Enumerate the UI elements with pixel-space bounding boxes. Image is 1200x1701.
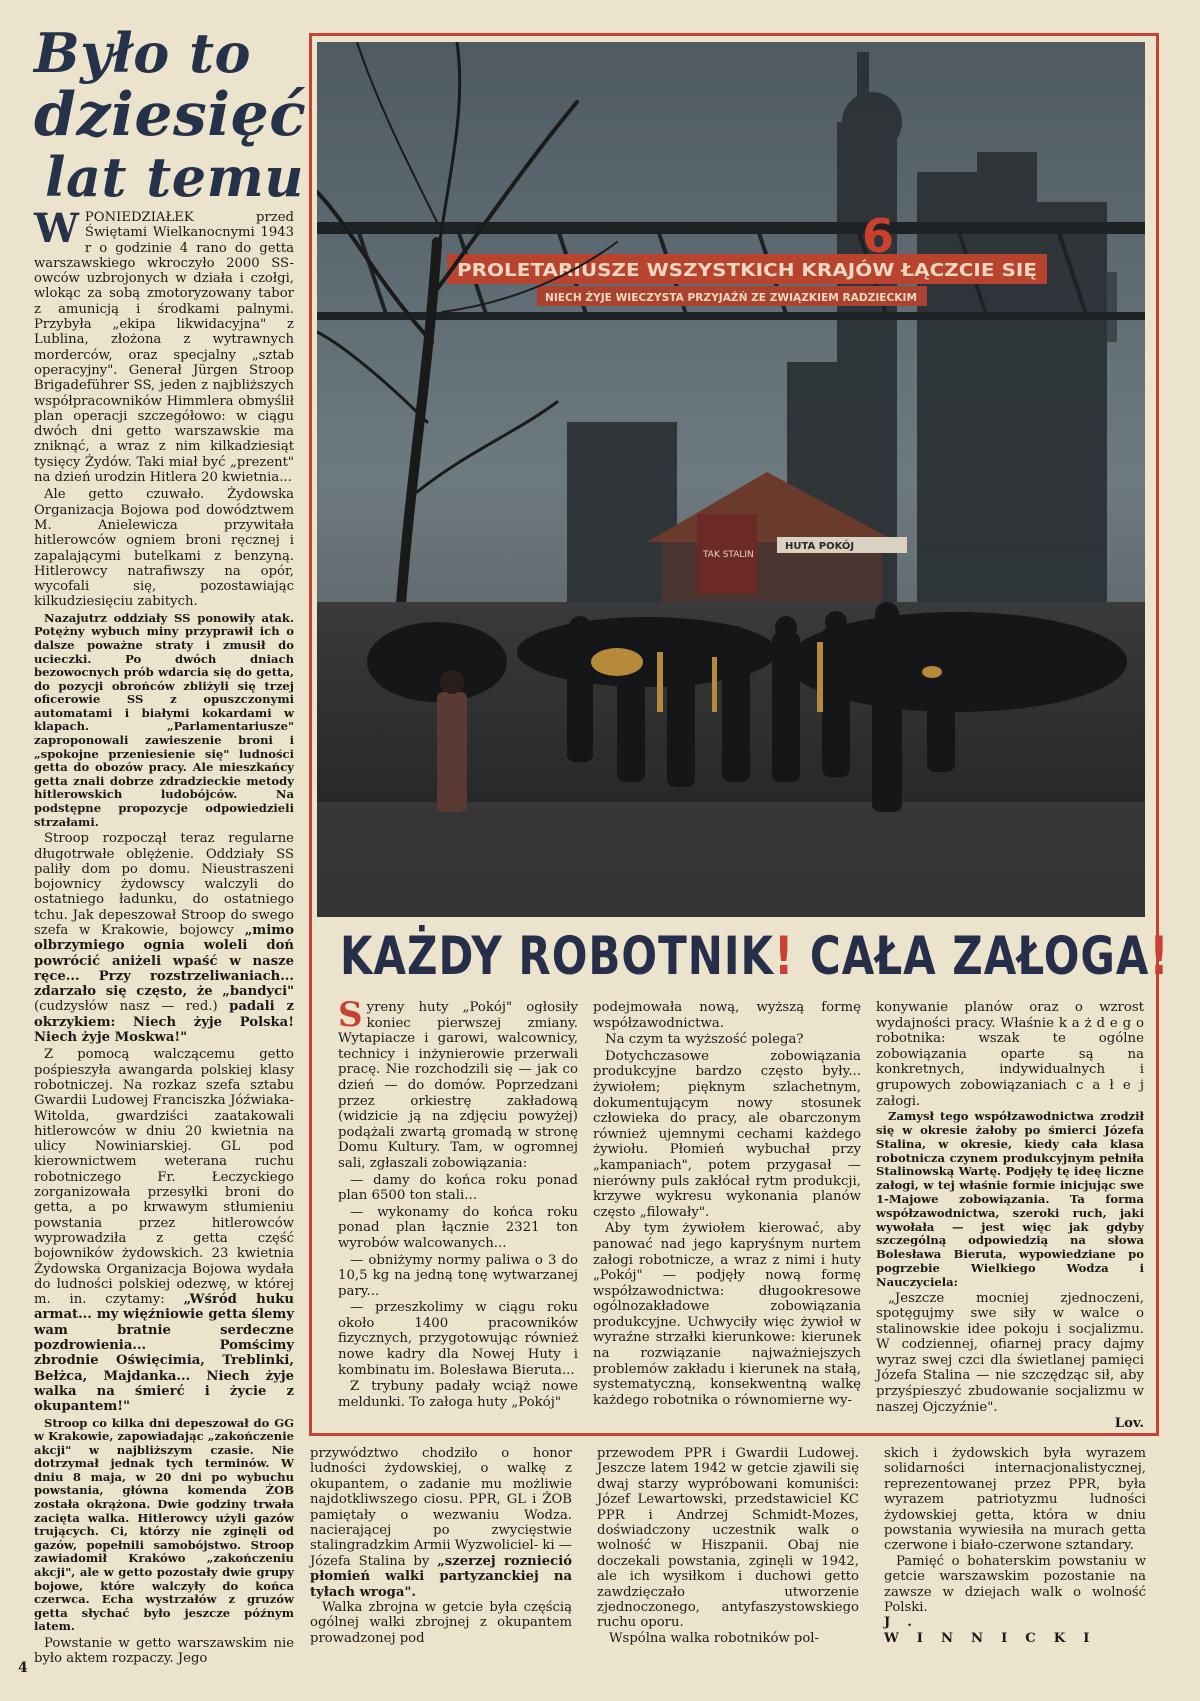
big-number: 6 xyxy=(862,209,895,263)
headline-part-2: CAŁA ZAŁOGA xyxy=(794,925,1150,987)
paragraph-text: przywództwo chodziło o honor ludności żydowskiej, o walkę z okupantem, o zadanie mu możliwie najdotkliwszego ciosu. PPR, GL i ŻOB pamiętały o wezwaniu Wodza. nacierającej po zwycięstwie stalingradzkim Armii Wyzwoliciel- ki — Józefa Stalina by xyxy=(310,1446,572,1569)
paragraph: przewodem PPR i Gwardii Ludowej. Jeszcze latem 1942 w getcie zjawili się dwaj starzy wypróbowani komuniści: Józef Lewartowski, przedstawiciel KC PPR i Andrzej Schmidt-Mozes, doświadczony uczestnik walk o wolność w Hiszpanii. Obaj nie doczekali powstania, zginęli w 1942, ale ich wysiłkom i duchowi getto zawdzięczało utworzenie zjednoczonego, antyfaszystowskiego ruchu oporu. xyxy=(597,1446,859,1631)
bottom-column-1 xyxy=(310,1446,572,1646)
steelworks-photo xyxy=(317,42,1145,917)
paragraph xyxy=(34,1047,294,1414)
paragraph: Na czym ta wyższość polega? xyxy=(605,1032,804,1048)
paragraph: — damy do końca roku ponad plan 6500 ton stali... xyxy=(338,1172,578,1204)
paragraph-small: Nazajutrz oddziały SS ponowiły atak. Potężny wybuch miny przyprawił ich o dalsze poważne straty i zmusił do ucieczki. Po dwóch dniach bezowocnych prób wdarcia się do getta, do pozycji obrońców zbliżyli się trzej oficerowie SS z opuszczonymi automatami i białymi kokardami w klapach. „Parlamentariusze" zaproponowali zawieszenie broni i „spokojne przeniesienie się" ludności getta do obozów pracy. Ale mieszkańcy getta znali dobrze zdradzieckie metody hitlerowskich ludobójców. Na podstępne propozycje odpowiedzieli strzałami. xyxy=(34,610,294,829)
article-column-2 xyxy=(593,1000,861,1409)
article-signature: Lov. xyxy=(1114,1416,1144,1432)
paragraph xyxy=(310,1446,572,1600)
paragraph: konywanie planów oraz o wzrost wydajności pracy. Właśnie k a ż d e g o robotnika: wszak te ogólne zobowiązania oparte są na konkretnych, indywidualnych i grupowych zobowiązaniach c a ł e j załogi. xyxy=(876,1000,1144,1109)
article-column-1 xyxy=(338,995,578,1411)
paragraph-text: yreny huty „Pokój" ogłosiły koniec pierwszej zmiany. Wytapiacze i garowi, walcownicy, technicy i inżynierowie przerwali pracę. Nie rozchodzili się — jak co dzień — do domów. Poprzedzani przez orkiestrę zakładową (widzicie ją na zdjęciu powyżej) podążali zwartą gromadą w stronę Domu Kultury. Tam, w ogromnej sali, zgłaszali zobowiązania: xyxy=(338,1000,578,1171)
quote-bold: „Wśród huku armat... my więźniowie getta ślemy wam bratnie serdeczne pozdrowienia... Pomścimy zbrodnie Oświęcimia, Treblinki, Bełżca, Majdanka... Niech żyje walka na śmierć i życie z okupantem!" xyxy=(34,1292,295,1415)
paragraph: — wykonamy do końca roku ponad plan łącznie 2321 ton wyrobów walcowanych... xyxy=(338,1204,578,1251)
paragraph-text: Z pomocą walczącemu getto pośpieszyła awangarda polskiej klasy robotniczej. Na rozkaz szefa sztabu Gwardii Ludowej Franciszka Jóźwiaka-Witolda, gwardziści zaatakowali hitlerowców w dniu 20 kwietnia na ulicy Nowiniarskiej. GL pod kierownictwem weterana ruchu robotniczego Fr. Łeczyckiego zorganizowała przesyłki broni do getta, a po krwawym stłumieniu powstania przez hitlerowców wyprowadziła z getta część bojowników żydowskich. 23 kwietnia Żydowska Organizacja Bojowa wydała do ludności polskiej odezwę, w której m. in. czytamy: xyxy=(34,1047,294,1308)
title-line-3: lat temu xyxy=(45,145,304,209)
quote-bold: „mimo olbrzymiego ognia woleli doń powrócić aniżeli wpaść w nasze ręce... Przy rozstrzeliwaniach... zdarzało się często, że „bandyci" xyxy=(34,923,294,1000)
paragraph: Pamięć o bohaterskim powstaniu w getcie warszawskim pozostanie na zawsze w dziejach walk o wolność Polski. xyxy=(884,1553,1146,1616)
paragraph: skich i żydowskich była wyrazem solidarności internacjonalistycznej, reprezentowanej przez PPR, była wyrazem patriotyzmu ludności żydowskiej getta, która w dniu powstania wywiesiła na murach getta czerwone i biało-czerwone sztandary. xyxy=(884,1446,1146,1554)
gate-sign: HUTA POKÓJ xyxy=(785,541,855,552)
bottom-column-3 xyxy=(884,1446,1146,1646)
paragraph-text: (cudzysłów nasz — red.) xyxy=(34,999,218,1015)
paragraph: — przeszkolimy w ciągu roku około 1400 pracowników fizycznych, przygotowując również nowe kadry dla Nowej Huty i kombinatu im. Bolesława Bieruta... xyxy=(338,1300,578,1378)
headline-exclamation: ! xyxy=(774,925,795,987)
article-column-3 xyxy=(876,1000,1144,1432)
paragraph: Ale getto czuwało. Żydowska Organizacja Bojowa pod dowództwem M. Anielewicza przywitała hitlerowców ogniem broni ręcznej i zapalającymi butelkami z benzyną. Hitlerowcy natrafiwszy na opór, wycofali się, pozostawiając kilkudziesięciu zabitych. xyxy=(34,487,294,610)
dropcap-letter: W xyxy=(34,205,79,252)
paragraph xyxy=(338,995,578,1172)
paragraph: Z trybuny padały wciąż nowe meldunki. To załoga huty „Pokój" xyxy=(338,1379,578,1410)
bottom-column-2 xyxy=(597,1446,859,1646)
paragraph: — obniżymy normy paliwa o 3 do 10,5 kg na jedną tonę wytwarzanej pary... xyxy=(338,1252,578,1299)
headline-exclamation: ! xyxy=(1149,925,1170,987)
paragraph-text: PONIEDZIAŁEK przed Świętami Wielkanocnymi 1943 r o godzinie 4 rano do getta warszawskiego wkroczyło 2000 SS-owców uzbrojonych w działa i czołgi, wlokąc za sobą zmotoryzowany tabor z amunicją i środkami palnymi. Przybyła „ekipa likwidacyjna" z Lublina, złożona z wytrawnych morderców, oraz specjalny „sztab operacyjny". Generał Jürgen Stroop Brigadeführer SS, jeden z najbliższych współpracowników Himmlera obmyślił plan operacji szczegółowo: w ciągu dwóch dni getto warszawskie ma zniknąć, a wraz z nim kilkadziesiąt tysięcy Żydów. Taki miał być „prezent" na dzień urodzin Hitlera 20 kwietnia... xyxy=(34,210,294,486)
board-text: TAK STALIN xyxy=(703,550,754,560)
banner-main-text: PROLETARIUSZE WSZYSTKICH KRAJÓW ŁĄCZCIE SIĘ xyxy=(457,260,980,281)
paragraph: Powstanie w getto warszawskim nie było aktem rozpaczy. Jego xyxy=(34,1636,294,1667)
headline-part-1: KAŻDY ROBOTNIK xyxy=(340,925,775,987)
banner-sub-text: NIECH ŻYJE WIECZYSTA PRZYJAŹŃ ZE ZWIĄZKIEM RADZIECKIM xyxy=(545,291,932,304)
paragraph-small: Zamysł tego współzawodnictwa zrodził się w okresie żałoby po śmierci Józefa Stalina, w okresie, kiedy cała klasa robotnicza czynem produkcyjnym pełniła Stalinowską Wartę. Podjęły tę ideę liczne załogi, w tej właśnie formie inicjując swe 1-Majowe zobowiązania. Ta forma współzawodnictwa, szeroki ruch, jaki wywołała — jest więc jak gdyby szczególną odpowiedzią na słowa Bolesława Bieruta, wypowiedziane po pogrzebie Wielkiego Wodza i Nauczyciela: xyxy=(876,1109,1144,1289)
author-name: J. WINNICKI xyxy=(884,1615,1108,1646)
title-line-2: dziesięć xyxy=(34,80,307,150)
paragraph xyxy=(34,205,294,486)
paragraph: Dotychczasowe zobowiązania produkcyjne bardzo często były... żywiołem; pięknym szlachetnym, dokumentującym nowy stosunek człowieka do pracy, ale obarczonym również ujemnymi cechami każdego żywiołu. Płomień wybuchał przy „kampaniach", potem przygasał — nierówny puls zakłócał rytm produkcji, krzywe wykresu wykonania planów często „filowały". xyxy=(593,1048,861,1220)
page-number: 4 xyxy=(18,1660,28,1676)
paragraph: podejmowała nową, wyższą formę współzawodnictwa. xyxy=(593,1000,861,1031)
paragraph-text: Stroop rozpoczął teraz regularne długotrwałe oblężenie. Oddziały SS paliły dom po domu. Nieustraszeni bojownicy żydowscy walczyli do ostatniego ładunku, do ostatniego tchu. Jak depeszował Stroop do swego szefa w Krakowie, bojowcy xyxy=(34,831,294,938)
paragraph: Wspólna walka robotników pol- xyxy=(609,1630,819,1646)
dropcap-letter: S xyxy=(338,995,363,1035)
paragraph xyxy=(34,831,294,1045)
main-headline xyxy=(340,925,1170,1000)
photo-illustration xyxy=(317,42,1145,917)
title-line-1: Było to xyxy=(34,21,252,85)
left-column-text xyxy=(34,205,295,1669)
quote-bold: padali z okrzykiem: Niech żyje Polska! Niech żyje Moskwa!" xyxy=(34,999,294,1046)
paragraph: Aby tym żywiołem kierować, aby panować nad jego kapryśnym nurtem załogi robotnicze, a wraz z nimi i huty „Pokój" — podjęły nową formę współzawodnictwa: długookresowe ogólnozakładowe zobowiązania produkcyjne. Uchwyciły więc żywioł w wyraźne strzałki kierunkowe: kierunek na rozwiązanie najważniejszych problemów zakładu i kierunek na stałą, systematyczną, konsekwentną walkę każdego robotnika o równomierne wy- xyxy=(593,1221,861,1408)
paragraph: Walka zbrojna w getcie była częścią ogólnej walki zbrojnej z okupantem prowadzonej pod xyxy=(310,1600,572,1646)
paragraph: „Jeszcze mocniej zjednoczeni, spotęgujmy swe siły w walce o stalinowskie idee pokoju i socjalizmu. W codziennej, ofiarnej pracy dajmy wyraz swej czci dla świetlanej pamięci Józefa Stalina — nie szczędząc sił, aby przyśpieszyć zbudowanie socjalizmu w naszej Ojczyźnie". xyxy=(876,1290,1144,1415)
article-title xyxy=(34,21,307,209)
quote-bold: „szerzej roznieció płomień walki partyzanckiej na tyłach wroga". xyxy=(310,1553,573,1600)
paragraph-small: Stroop co kilka dni depeszował do GG w Krakowie, zapowiadając „zakończenie akcji" w najbliższym czasie. Nie dotrzymał jednak tych terminów. W dniu 8 maja, w 20 dni po wybuchu powstania, główna komenda ŻOB została okrążona. Dwie godziny trwała zacięta walka. Hitlerowcy użyli gazów trujących. Ci, którzy nie zginęli od gazów, popełnili samobójstwo. Stroop zawiadomił Krakówo „zakończeniu akcji", ale w getto pozostały dwie grupy bojowe, które walczyły do końca czerwca. Echa wystrzałów z gruzów getta słychać było jeszcze późnym latem. xyxy=(34,1415,294,1634)
